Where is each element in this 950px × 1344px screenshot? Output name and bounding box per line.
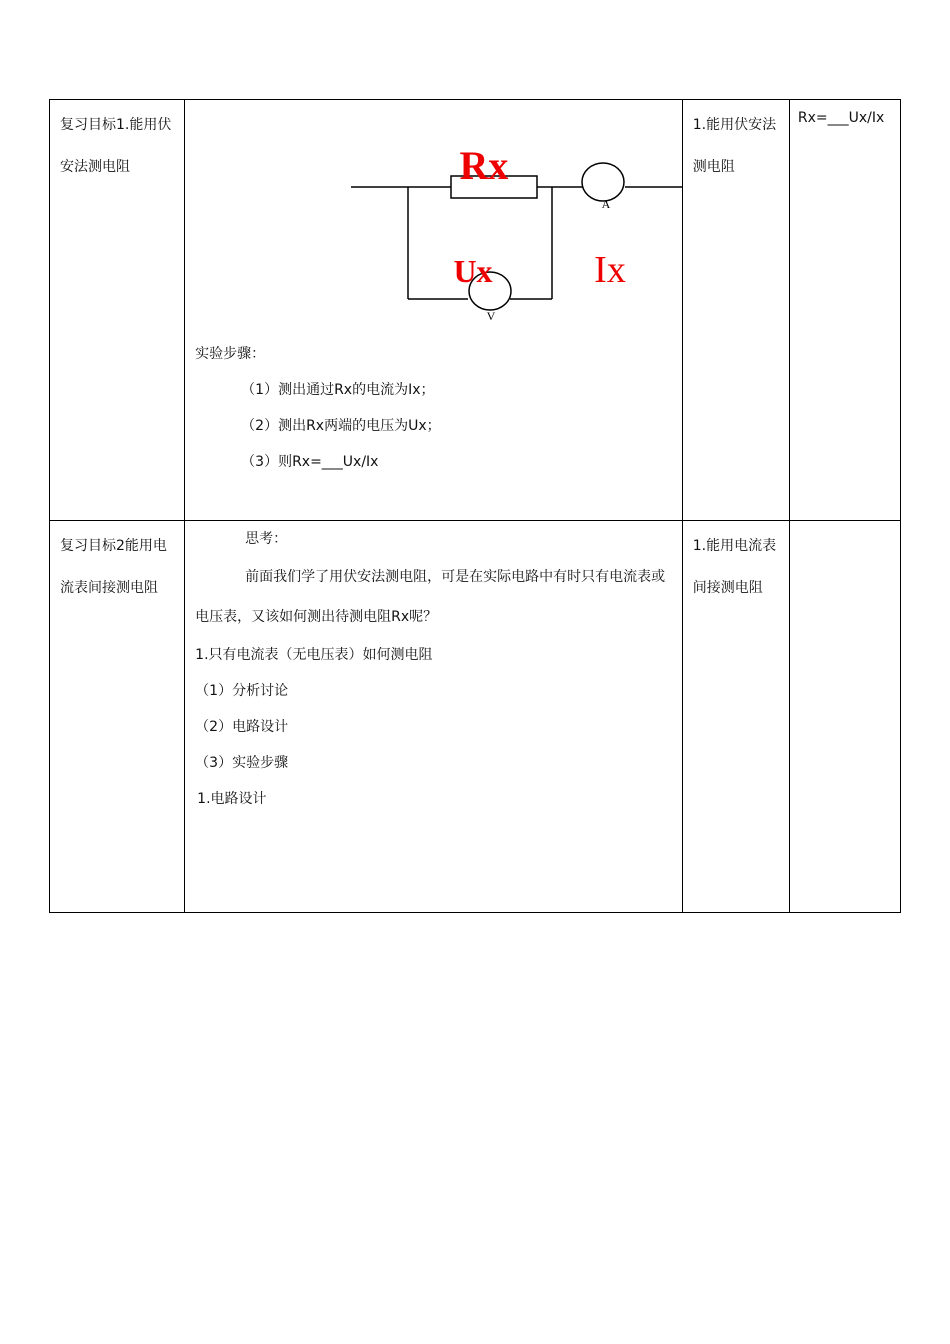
list-item: 1.电路设计 (197, 791, 267, 807)
answer-text: Rx=___Ux/Ix (797, 110, 885, 126)
ux-label: Ux (453, 253, 493, 289)
ix-label: Ix (594, 249, 626, 291)
voltmeter-label: V (486, 309, 496, 323)
objective-cell (682, 521, 789, 913)
content-cell (185, 100, 683, 521)
think-label: 思考： (245, 531, 288, 547)
list-item: （1）分析讨论 (195, 683, 289, 699)
goal-text: 复习目标1.能用伏安法测电阻 (60, 117, 172, 175)
list-item: （2）电路设计 (195, 719, 289, 735)
goal-cell (50, 100, 185, 521)
answer-cell (789, 521, 900, 913)
list-item: 1.只有电流表（无电压表）如何测电阻 (195, 647, 433, 663)
circuit-diagram (185, 100, 682, 334)
list-item: （3）实验步骤 (195, 755, 289, 771)
table-row (50, 100, 901, 521)
objective-text: 1.能用伏安法测电阻 (692, 117, 777, 175)
step-item: （2）测出Rx两端的电压为Ux； (241, 418, 441, 434)
step-item: （1）测出通过Rx的电流为Ix； (241, 382, 435, 398)
lesson-table (49, 99, 901, 913)
answer-cell (789, 100, 900, 521)
objective-cell (682, 100, 789, 521)
objective-text: 1.能用电流表间接测电阻 (692, 538, 777, 596)
rx-label: Rx (459, 143, 509, 188)
content-cell (185, 521, 683, 913)
answer-text (790, 521, 900, 525)
table-row (50, 521, 901, 913)
ammeter-symbol (582, 163, 624, 201)
steps-title: 实验步骤： (195, 346, 266, 362)
goal-text: 复习目标2能用电流表间接测电阻 (60, 538, 167, 596)
think-paragraph: 前面我们学了用伏安法测电阻，可是在实际电路中有时只有电流表或电压表，又该如何测出待测电阻Rx呢？ (195, 569, 666, 625)
step-item: （3）则Rx=___Ux/Ix (241, 454, 379, 470)
ammeter-label: A (601, 197, 611, 211)
goal-cell (50, 521, 185, 913)
